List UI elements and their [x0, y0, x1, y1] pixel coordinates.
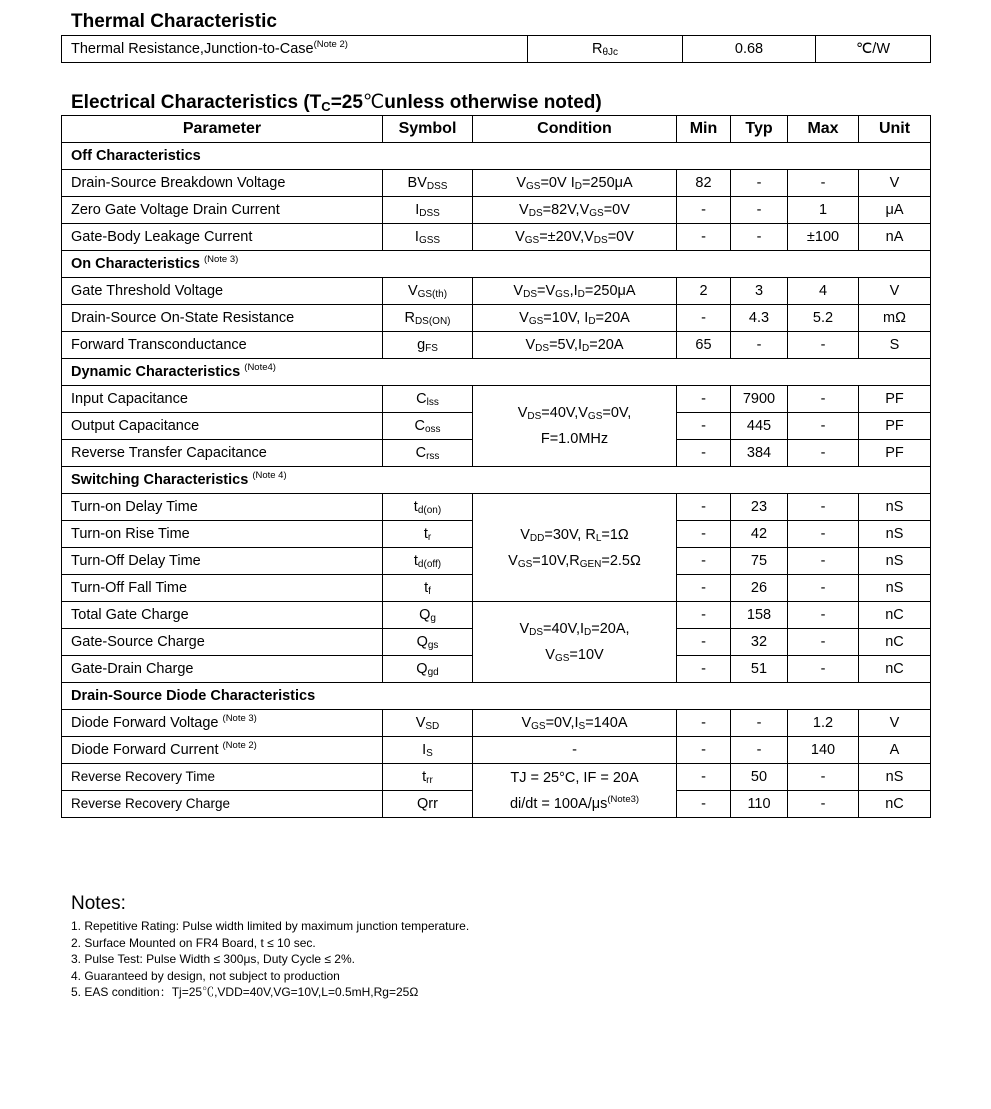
- min-cell: -: [677, 386, 731, 413]
- symbol-cell: $g_{FS}$: [383, 332, 473, 359]
- min-cell: 2: [677, 278, 731, 305]
- max-cell: ±100: [788, 224, 859, 251]
- min-cell: -: [677, 791, 731, 818]
- unit-cell: V: [859, 710, 931, 737]
- symbol-cell: $C_{oss}$: [383, 413, 473, 440]
- symbol-cell: $I_{GSS}$: [383, 224, 473, 251]
- max-cell: -: [788, 521, 859, 548]
- max-cell: 5.2: [788, 305, 859, 332]
- title-text: unless otherwise noted): [384, 92, 602, 113]
- unit-cell: nS: [859, 575, 931, 602]
- max-cell: -: [788, 332, 859, 359]
- note-ref: (Note 3): [203, 254, 239, 265]
- max-cell: 4: [788, 278, 859, 305]
- table-row: [62, 494, 931, 521]
- table-row: [62, 710, 931, 737]
- section-switching: Switching Characteristics $^{(Note 4)}$: [62, 467, 931, 494]
- note-ref: (Note 2): [313, 39, 348, 50]
- min-cell: -: [677, 602, 731, 629]
- table-row: [62, 170, 931, 197]
- table-row: [62, 332, 931, 359]
- symbol-cell: $Q_{gd}$: [383, 656, 473, 683]
- unit-cell: nC: [859, 602, 931, 629]
- condition-cell: $V_{DS}=40V,V_{GS}=0V$, F=1.0MHz: [473, 386, 677, 467]
- unit-cell: nS: [859, 494, 931, 521]
- note-item: 3. Pulse Test: Pulse Width ≤ 300μs, Duty Cycle ≤ 2%.: [71, 952, 355, 967]
- section-dynamic: Dynamic Characteristics $^{(Note4)}$: [62, 359, 931, 386]
- section-row: [62, 251, 931, 278]
- symbol-cell: $t_{d(off)}$: [383, 548, 473, 575]
- header-typ: Typ: [731, 116, 788, 143]
- typ-cell: 75: [731, 548, 788, 575]
- max-cell: 140: [788, 737, 859, 764]
- condition-cell: $V_{GS}=\pm 20V,V_{DS}=0V$: [473, 224, 677, 251]
- param-cell: Diode Forward Current $^{(Note 2)}$: [62, 737, 383, 764]
- unit-cell: nC: [859, 791, 931, 818]
- min-cell: -: [677, 710, 731, 737]
- typ-cell: -: [731, 197, 788, 224]
- max-cell: -: [788, 629, 859, 656]
- note-item: 1. Repetitive Rating: Pulse width limited by maximum junction temperature.: [71, 919, 470, 933]
- max-cell: -: [788, 440, 859, 467]
- unit-cell: nS: [859, 521, 931, 548]
- note-item: 2. Surface Mounted on FR4 Board, t ≤ 10 sec.: [71, 935, 316, 950]
- unit-cell: μA: [859, 197, 931, 224]
- section-row: [62, 467, 931, 494]
- unit-cell: mΩ: [859, 305, 931, 332]
- typ-cell: -: [731, 170, 788, 197]
- symbol-cell: $V_{SD}$: [383, 710, 473, 737]
- max-cell: -: [788, 575, 859, 602]
- param-cell: Drain-Source Breakdown Voltage: [62, 170, 383, 197]
- min-cell: 82: [677, 170, 731, 197]
- symbol-cell: $I_{DSS}$: [383, 197, 473, 224]
- param-cell: Gate-Body Leakage Current: [62, 224, 383, 251]
- symbol-cell: $BV_{DSS}$: [383, 170, 473, 197]
- condition-cell: -: [473, 737, 677, 764]
- typ-cell: 3: [731, 278, 788, 305]
- symbol-cell: $t_{d(on)}$: [383, 494, 473, 521]
- param-cell: Reverse Recovery Charge: [62, 791, 383, 818]
- section-diode: Drain-Source Diode Characteristics: [62, 683, 931, 710]
- condition-cell: $V_{GS}=10V$, $I_D=20A$: [473, 305, 677, 332]
- section-off: Off Characteristics: [62, 143, 931, 170]
- param-label: Thermal Resistance,Junction-to-Case: [71, 41, 314, 57]
- max-cell: 1: [788, 197, 859, 224]
- unit-cell: V: [859, 278, 931, 305]
- table-row: [62, 36, 931, 63]
- typ-cell: 4.3: [731, 305, 788, 332]
- note-item: 4. Guaranteed by design, not subject to production: [71, 968, 340, 983]
- condition-cell: $V_{DS}=V_{GS},I_D=250\mu A$: [473, 278, 677, 305]
- min-cell: -: [677, 656, 731, 683]
- min-cell: -: [677, 548, 731, 575]
- header-row: [62, 116, 931, 143]
- typ-cell: 51: [731, 656, 788, 683]
- table-row: [62, 197, 931, 224]
- unit-cell: S: [859, 332, 931, 359]
- typ-cell: 26: [731, 575, 788, 602]
- min-cell: -: [677, 575, 731, 602]
- param-cell: Diode Forward Voltage $^{(Note 3)}$: [62, 710, 383, 737]
- thermal-title: Thermal Characteristic: [71, 11, 277, 32]
- note-ref: (Note3): [607, 793, 640, 805]
- symbol-cell: $V_{GS(th)}$: [383, 278, 473, 305]
- symbol-sub: θJc: [602, 47, 619, 58]
- table-row: [62, 305, 931, 332]
- max-cell: -: [788, 764, 859, 791]
- table-row: [62, 224, 931, 251]
- unit-cell: ℃/W: [816, 36, 931, 63]
- symbol-cell: Qrr: [383, 791, 473, 818]
- min-cell: -: [677, 737, 731, 764]
- typ-cell: -: [731, 332, 788, 359]
- param-cell: Zero Gate Voltage Drain Current: [62, 197, 383, 224]
- note-ref: (Note 4): [252, 470, 287, 481]
- condition-cell: TJ = 25°C, IF = 20A $di/dt = 100A/\mu s^{(Note3)}$: [473, 764, 677, 818]
- table-row: [62, 602, 931, 629]
- symbol-cell: $Q_g$: [383, 602, 473, 629]
- symbol-cell: $C_{rss}$: [383, 440, 473, 467]
- unit-cell: nS: [859, 764, 931, 791]
- max-cell: -: [788, 170, 859, 197]
- table-row: [62, 386, 931, 413]
- param-cell: Turn-on Delay Time: [62, 494, 383, 521]
- typ-cell: 445: [731, 413, 788, 440]
- param-cell: Total Gate Charge: [62, 602, 383, 629]
- max-cell: -: [788, 548, 859, 575]
- header-max: Max: [788, 116, 859, 143]
- symbol-text: R: [591, 41, 603, 57]
- min-cell: -: [677, 440, 731, 467]
- min-cell: -: [677, 629, 731, 656]
- section-row: [62, 683, 931, 710]
- value-cell: 0.68: [683, 36, 816, 63]
- param-cell: Turn-on Rise Time: [62, 521, 383, 548]
- condition-cell: $V_{DS}=82V,V_{GS}=0V$: [473, 197, 677, 224]
- unit-cell: A: [859, 737, 931, 764]
- param-cell: Gate Threshold Voltage: [62, 278, 383, 305]
- typ-cell: 384: [731, 440, 788, 467]
- max-cell: -: [788, 386, 859, 413]
- param-cell: Turn-Off Delay Time: [62, 548, 383, 575]
- param-cell: Output Capacitance: [62, 413, 383, 440]
- param-cell: Turn-Off Fall Time: [62, 575, 383, 602]
- param-cell: Gate-Source Charge: [62, 629, 383, 656]
- symbol-cell: $t_r$: [383, 521, 473, 548]
- electrical-title: [71, 91, 602, 114]
- electrical-table: [61, 115, 931, 818]
- header-condition: Condition: [473, 116, 677, 143]
- min-cell: -: [677, 224, 731, 251]
- param-cell: [62, 36, 528, 63]
- header-unit: Unit: [859, 116, 931, 143]
- note-ref: (Note4): [244, 362, 276, 373]
- symbol-cell: $t_{rr}$: [383, 764, 473, 791]
- param-cell: Drain-Source On-State Resistance: [62, 305, 383, 332]
- symbol-cell: $R_{DS(ON)}$: [383, 305, 473, 332]
- typ-cell: 158: [731, 602, 788, 629]
- unit-cell: V: [859, 170, 931, 197]
- unit-cell: PF: [859, 413, 931, 440]
- typ-cell: 32: [731, 629, 788, 656]
- condition-cell: $V_{DD}=30V$, $R_L=1\Omega$ $V_{GS}=10V,R_{GEN}=2.5\Omega$: [473, 494, 677, 602]
- title-text: Electrical Characteristics (T: [71, 92, 322, 113]
- max-cell: -: [788, 656, 859, 683]
- unit-cell: nS: [859, 548, 931, 575]
- unit-cell: PF: [859, 386, 931, 413]
- min-cell: -: [677, 197, 731, 224]
- symbol-cell: [528, 36, 683, 63]
- min-cell: -: [677, 494, 731, 521]
- section-row: [62, 143, 931, 170]
- condition-cell: $V_{DS}=5V,I_D=20A$: [473, 332, 677, 359]
- notes-heading: Notes:: [71, 893, 126, 914]
- condition-cell: $V_{DS}=40V,I_D=20A$, $V_{GS}=10V$: [473, 602, 677, 683]
- section-on: On Characteristics $^{(Note 3)}$: [62, 251, 931, 278]
- param-cell: Input Capacitance: [62, 386, 383, 413]
- max-cell: -: [788, 413, 859, 440]
- header-parameter: Parameter: [62, 116, 383, 143]
- min-cell: 65: [677, 332, 731, 359]
- typ-cell: 7900: [731, 386, 788, 413]
- typ-cell: 50: [731, 764, 788, 791]
- unit-cell: PF: [859, 440, 931, 467]
- typ-cell: -: [731, 710, 788, 737]
- note-item: 5. EAS condition：Tj=25℃,VDD=40V,VG=10V,L=0.5mH,Rg=25Ω: [71, 985, 419, 1000]
- note-ref: (Note 3): [222, 713, 257, 724]
- note-ref: (Note 2): [222, 740, 257, 751]
- unit-cell: nC: [859, 656, 931, 683]
- symbol-cell: $Q_{gs}$: [383, 629, 473, 656]
- section-row: [62, 359, 931, 386]
- symbol-cell: $I_S$: [383, 737, 473, 764]
- min-cell: -: [677, 764, 731, 791]
- min-cell: -: [677, 305, 731, 332]
- typ-cell: -: [731, 737, 788, 764]
- param-cell: Forward Transconductance: [62, 332, 383, 359]
- header-min: Min: [677, 116, 731, 143]
- symbol-cell: $t_f$: [383, 575, 473, 602]
- table-row: [62, 764, 931, 791]
- param-cell: Reverse Recovery Time: [62, 764, 383, 791]
- condition-cell: $V_{GS}=0V$ $I_D=250\mu A$: [473, 170, 677, 197]
- typ-cell: -: [731, 224, 788, 251]
- symbol-cell: $C_{lss}$: [383, 386, 473, 413]
- unit-cell: nA: [859, 224, 931, 251]
- typ-cell: 23: [731, 494, 788, 521]
- unit-cell: nC: [859, 629, 931, 656]
- table-row: [62, 737, 931, 764]
- notes-section: [71, 893, 469, 1001]
- thermal-table: [61, 35, 931, 63]
- param-cell: Gate-Drain Charge: [62, 656, 383, 683]
- min-cell: -: [677, 413, 731, 440]
- max-cell: -: [788, 602, 859, 629]
- max-cell: -: [788, 494, 859, 521]
- typ-cell: 42: [731, 521, 788, 548]
- table-row: [62, 278, 931, 305]
- condition-cell: $V_{GS}=0V,I_S=140A$: [473, 710, 677, 737]
- max-cell: 1.2: [788, 710, 859, 737]
- max-cell: -: [788, 791, 859, 818]
- min-cell: -: [677, 521, 731, 548]
- title-unit: ℃: [362, 92, 385, 113]
- title-text: =25: [330, 92, 363, 113]
- typ-cell: 110: [731, 791, 788, 818]
- title-sub: C: [321, 99, 331, 114]
- header-symbol: Symbol: [383, 116, 473, 143]
- param-cell: Reverse Transfer Capacitance: [62, 440, 383, 467]
